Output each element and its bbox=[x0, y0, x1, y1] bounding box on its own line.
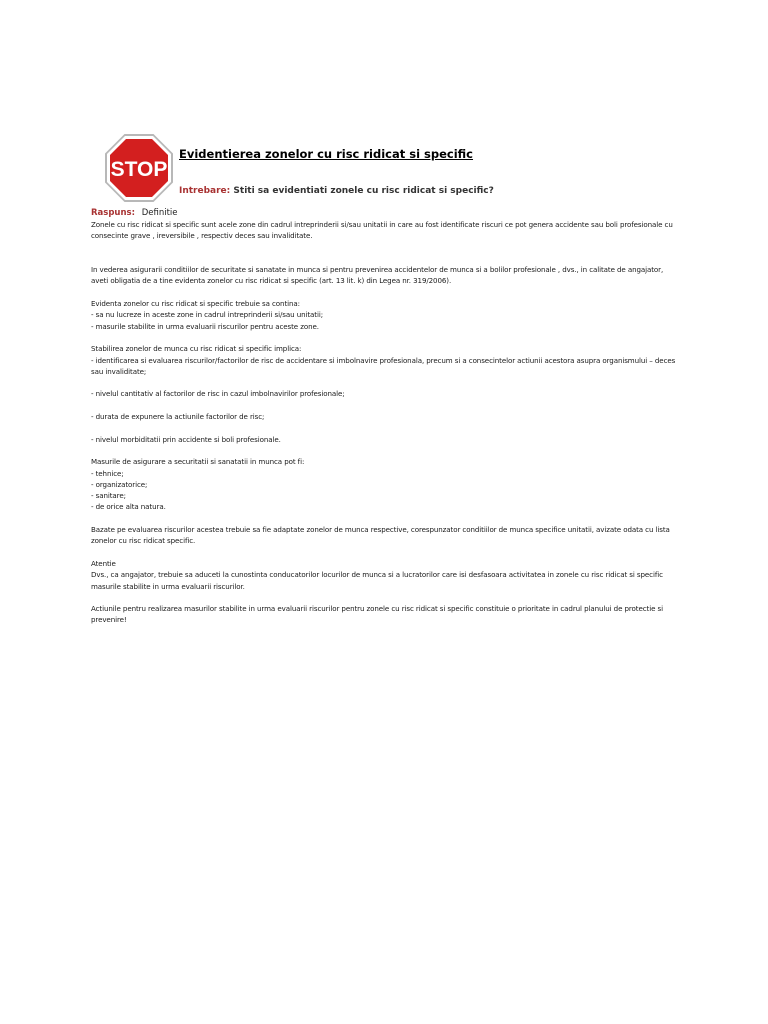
list-item: - de orice alta natura. bbox=[91, 502, 166, 512]
paragraph-definition: Zonele cu risc ridicat si specific sunt acele zone din cadrul intreprinderii si/sau unitatii in care au fost identificate riscuri ce pot genera accidente sau boli profesionale cu consecinte grave , ireversibile , respectiv deces sau invaliditate. bbox=[91, 220, 673, 241]
question-text: Stiti sa evidentiati zonele cu risc ridicat si specific? bbox=[233, 186, 494, 196]
list-item: - sanitare; bbox=[91, 491, 126, 501]
paragraph-priority: Actiunile pentru realizarea masurilor stabilite in urma evaluarii riscurilor pentru zonele cu risc ridicat si specific constituie o prioritate in cadrul planului de protectie si prevenire! bbox=[91, 604, 663, 625]
stop-sign-text: STOP bbox=[110, 158, 168, 181]
paragraph-establishing-heading: Stabilirea zonelor de munca cu risc ridicat si specific implica: bbox=[91, 344, 302, 354]
list-item: - durata de expunere la actiunile factorilor de risc; bbox=[91, 412, 265, 422]
question-line bbox=[179, 186, 494, 196]
answer-line bbox=[91, 208, 178, 218]
list-item: - nivelul morbiditatii prin accidente si boli profesionale. bbox=[91, 434, 281, 444]
document-body bbox=[91, 219, 681, 637]
list-item: - identificarea si evaluarea riscurilor/factorilor de risc de accidentare si imbolnavire profesionala, precum si a consecintelor actiunii acestora asupra organismului – deces sau invaliditate; bbox=[91, 355, 676, 376]
paragraph-attention: Dvs., ca angajator, trebuie sa aduceti la cunostinta conducatorilor locurilor de munca si a lucratorilor care isi desfasoara activitatea in zonele cu risc ridicat si specific masurile stabilite in urma evaluarii riscurilor. bbox=[91, 570, 663, 591]
list-item: - masurile stabilite in urma evaluarii riscurilor pentru aceste zone. bbox=[91, 321, 319, 331]
paragraph-measures-heading: Masurile de asigurare a securitatii si sanatatii in munca pot fi: bbox=[91, 457, 305, 467]
paragraph-obligation: In vederea asigurarii conditiilor de securitate si sanatate in munca si pentru prevenirea accidentelor de munca si a bolilor profesionale , dvs., in calitate de angajator, aveti obligatia de a tine evidenta zonelor cu risc ridicat si specific (art. 13 lit. k) din Legea nr. 319/2006). bbox=[91, 265, 664, 286]
attention-heading: Atentie bbox=[91, 558, 116, 568]
answer-value: Definitie bbox=[141, 208, 178, 218]
stop-sign-icon bbox=[104, 133, 174, 203]
list-item: - sa nu lucreze in aceste zone in cadrul intreprinderii si/sau unitatii; bbox=[91, 310, 324, 320]
answer-label: Raspuns: bbox=[91, 208, 135, 218]
page-title: Evidentierea zonelor cu risc ridicat si specific bbox=[179, 147, 474, 161]
question-label: Intrebare: bbox=[179, 186, 231, 196]
list-item: - nivelul cantitativ al factorilor de risc in cazul imbolnavirilor profesionale; bbox=[91, 389, 345, 399]
list-item: - organizatorice; bbox=[91, 479, 148, 489]
paragraph-evidence-heading: Evidenta zonelor cu risc ridicat si specific trebuie sa contina: bbox=[91, 299, 300, 309]
list-item: - tehnice; bbox=[91, 468, 124, 478]
paragraph-adaptation: Bazate pe evaluarea riscurilor acestea trebuie sa fie adaptate zonelor de munca respective, corespunzator conditiilor de munca specifice unitatii, avizate odata cu lista zonelor cu risc ridicat specific. bbox=[91, 525, 670, 546]
